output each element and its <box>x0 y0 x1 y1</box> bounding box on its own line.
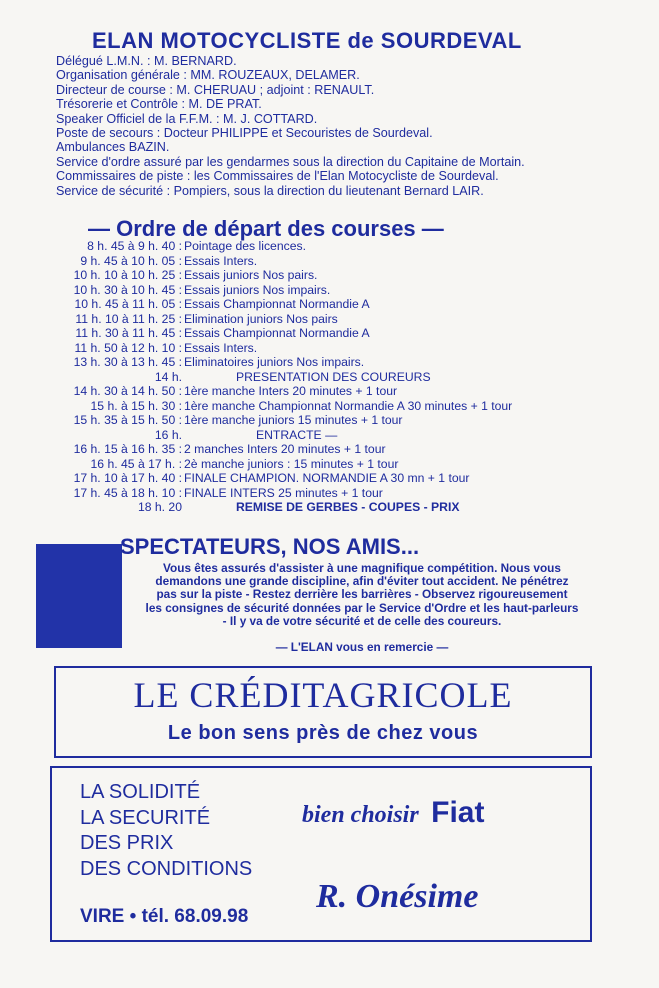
decorative-bar <box>36 544 122 648</box>
spectators-notice <box>112 562 612 628</box>
schedule-time: 18 h. 20 <box>137 500 182 514</box>
phone: tél. 68.09.98 <box>141 906 249 927</box>
notice-line: demandons une grande discipline, afin d'éviter tout accident. Ne pénétrez <box>155 574 569 589</box>
bank-advert <box>54 666 592 758</box>
schedule-event: 1ère manche Inters 20 minutes + 1 tour <box>184 384 398 398</box>
city: VIRE <box>80 906 125 927</box>
schedule-time: 17 h. 10 à 17 h. 40 : <box>73 471 182 485</box>
fiat-advert <box>50 766 592 942</box>
org-line: Délégué L.M.N. : M. BERNARD. <box>56 54 237 68</box>
schedule-event: Essais Inters. <box>184 340 258 355</box>
organisation-list <box>56 54 616 198</box>
schedule-row <box>56 283 616 298</box>
schedule-time: 11 h. 10 à 11 h. 25 : <box>75 311 182 326</box>
fiat-tagline <box>302 796 484 830</box>
org-line: Commissaires de piste : les Commissaires de l'Elan Motocycliste de Sourdeval. <box>56 169 499 184</box>
schedule-row <box>56 457 616 472</box>
schedule-row <box>56 254 616 269</box>
schedule-time: 16 h. 45 à 17 h. : <box>90 456 182 471</box>
schedule-time: 15 h. à 15 h. 30 : <box>90 398 182 413</box>
schedule-row <box>56 370 616 385</box>
fiat-list-item: DES CONDITIONS <box>80 857 253 880</box>
org-line: Service d'ordre assuré par les gendarmes sous la direction du Capitaine de Mortain. <box>56 154 525 169</box>
fiat-list-item: LA SOLIDITÉ <box>80 781 201 803</box>
schedule-row <box>56 312 616 327</box>
org-line: Organisation générale : MM. ROUZEAUX, DELAMER. <box>56 68 360 83</box>
schedule-time: 10 h. 30 à 10 h. 45 : <box>73 282 182 297</box>
schedule-event: Elimination juniors Nos pairs <box>184 311 338 326</box>
notice-line: - Il y va de votre sécurité et de celle des coureurs. <box>222 613 502 628</box>
org-line: Service de sécurité : Pompiers, sous la direction du lieutenant Bernard LAIR. <box>56 183 484 198</box>
spectators-signature: — L'ELAN vous en remercie — <box>275 640 449 654</box>
schedule-row <box>56 239 616 254</box>
schedule-row <box>56 268 616 283</box>
bank-brand: LE CRÉDITAGRICOLE <box>133 675 513 715</box>
schedule-row <box>56 442 616 457</box>
schedule-row <box>56 413 616 428</box>
schedule-event: Essais juniors Nos pairs. <box>184 268 318 282</box>
tagline-script: bien choisir <box>302 802 419 828</box>
schedule-time: 16 h. 15 à 16 h. 35 : <box>73 442 182 456</box>
schedule-event: Essais Championnat Normandie A <box>184 326 370 340</box>
schedule-event: 2è manche juniors : 15 minutes + 1 tour <box>184 456 399 471</box>
fiat-logo: Fiat <box>431 796 485 829</box>
fiat-list-item: DES PRIX <box>80 832 174 854</box>
schedule-event: 2 manches Inters 20 minutes + 1 tour <box>184 442 386 456</box>
schedule-list <box>56 239 616 515</box>
fiat-list-item: LA SECURITÉ <box>80 806 211 829</box>
bank-slogan: Le bon sens près de chez vous <box>167 722 479 744</box>
schedule-row <box>56 297 616 312</box>
schedule-event: Pointage des licences. <box>184 239 306 253</box>
org-line: Poste de secours : Docteur PHILIPPE et Secouristes de Sourdeval. <box>56 126 433 141</box>
notice-line: pas sur la piste - Restez derrière les barrières - Observez rigoureusement <box>156 587 568 602</box>
schedule-event: 1ère manche juniors 15 minutes + 1 tour <box>184 413 403 427</box>
org-line: Trésorerie et Contrôle : M. DE PRAT. <box>56 97 262 112</box>
schedule-time: 10 h. 45 à 11 h. 05 : <box>74 297 182 311</box>
schedule-event: ENTRACTE — <box>256 427 338 442</box>
schedule-time: 11 h. 50 à 12 h. 10 : <box>74 340 182 355</box>
schedule-row <box>56 486 616 501</box>
schedule-event: Eliminatoires juniors Nos impairs. <box>184 355 365 369</box>
schedule-time: 10 h. 10 à 10 h. 25 : <box>73 268 182 282</box>
schedule-title: — Ordre de départ des courses — <box>88 216 444 241</box>
schedule-event: Essais Championnat Normandie A <box>184 297 370 311</box>
schedule-time: 14 h. <box>154 369 182 384</box>
schedule-time: 17 h. 45 à 18 h. 10 : <box>73 485 182 500</box>
page-title: ELAN MOTOCYCLISTE de SOURDEVAL <box>92 28 522 53</box>
schedule-time: 13 h. 30 à 13 h. 45 : <box>73 355 182 369</box>
fiat-list <box>80 780 252 882</box>
schedule-event: 1ère manche Championnat Normandie A 30 minutes + 1 tour <box>184 398 513 413</box>
schedule-time: 15 h. 35 à 15 h. 50 : <box>73 413 182 427</box>
schedule-event: PRESENTATION DES COUREURS <box>236 369 431 384</box>
schedule-time: 9 h. 45 à 10 h. 05 : <box>80 253 182 268</box>
schedule-time: 16 h. <box>154 427 182 442</box>
schedule-event: FINALE INTERS 25 minutes + 1 tour <box>184 485 383 500</box>
schedule-row <box>56 326 616 341</box>
schedule-row <box>56 471 616 486</box>
schedule-row <box>56 399 616 414</box>
schedule-row <box>56 500 616 515</box>
fiat-contact <box>80 906 248 928</box>
org-line: Directeur de course : M. CHERUAU ; adjoint : RENAULT. <box>56 82 375 97</box>
dealer-name: R. Onésime <box>316 878 479 915</box>
notice-line: Vous êtes assurés d'assister à une magnifique compétition. Nous vous <box>163 561 561 575</box>
schedule-row <box>56 384 616 399</box>
spectators-title: SPECTATEURS, NOS AMIS... <box>120 534 420 559</box>
schedule-event: FINALE CHAMPION. NORMANDIE A 30 mn + 1 tour <box>184 471 470 485</box>
schedule-time: 11 h. 30 à 11 h. 45 : <box>75 326 182 340</box>
schedule-row <box>56 341 616 356</box>
org-line: Speaker Officiel de la F.F.M. : M. J. COTTARD. <box>56 111 318 126</box>
notice-line: les consignes de sécurité données par le Service d'Ordre et les haut-parleurs <box>145 600 579 615</box>
schedule-event: REMISE DE GERBES - COUPES - PRIX <box>236 500 460 514</box>
org-line: Ambulances BAZIN. <box>56 140 170 155</box>
schedule-event: Essais Inters. <box>184 253 258 268</box>
schedule-row <box>56 355 616 370</box>
schedule-row <box>56 428 616 443</box>
bullet-icon: • <box>129 906 137 927</box>
schedule-event: Essais juniors Nos impairs. <box>184 282 331 297</box>
schedule-time: 14 h. 30 à 14 h. 50 : <box>73 384 182 398</box>
schedule-time: 8 h. 45 à 9 h. 40 : <box>87 239 182 253</box>
